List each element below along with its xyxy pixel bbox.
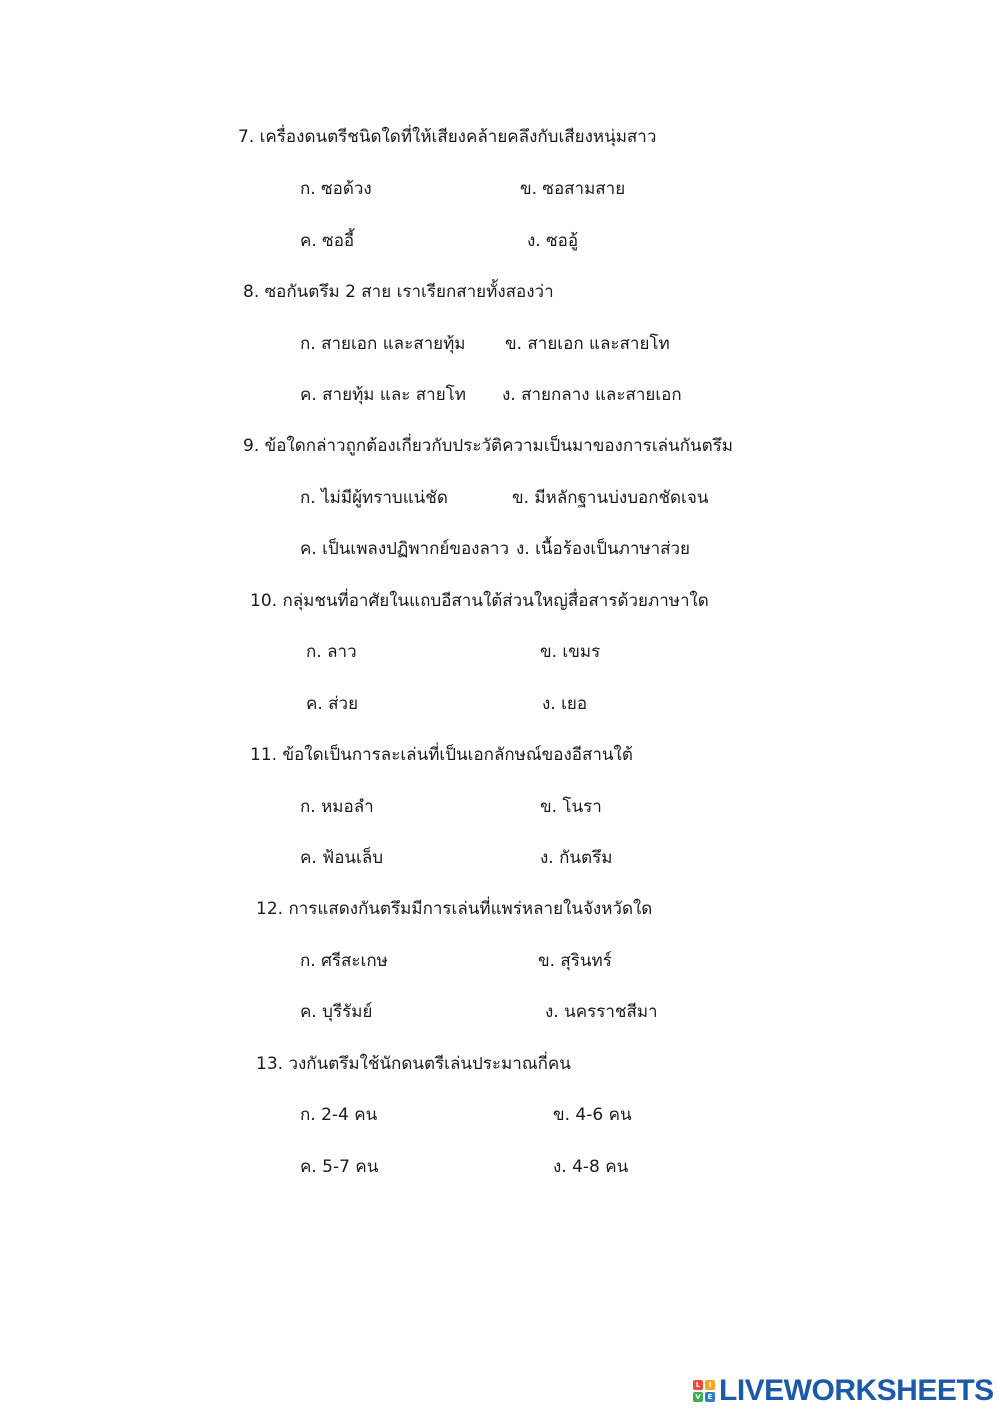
logo-block-v: V: [693, 1392, 703, 1402]
logo-block-i: I: [705, 1380, 715, 1390]
question-12-stem: 12. การแสดงกันตรึมมีการเล่นที่แพร่หลายในจังหวัดใด: [256, 899, 653, 919]
question-10-option-c[interactable]: ค. ส่วย: [306, 694, 359, 714]
question-9-option-b[interactable]: ข. มีหลักฐานบ่งบอกชัดเจน: [512, 488, 709, 508]
liveworksheets-logo[interactable]: [693, 1374, 994, 1408]
question-12-option-b[interactable]: ข. สุรินทร์: [538, 951, 612, 971]
question-8-option-d[interactable]: ง. สายกลาง และสายเอก: [502, 385, 682, 405]
logo-block-l: L: [693, 1380, 703, 1390]
question-13-option-c[interactable]: ค. 5-7 คน: [300, 1157, 379, 1177]
question-7-stem: 7. เครื่องดนตรีชนิดใดที่ให้เสียงคล้ายคลึงกับเสียงหนุ่มสาว: [238, 127, 657, 147]
question-13-option-a[interactable]: ก. 2-4 คน: [300, 1105, 378, 1125]
question-10-option-a[interactable]: ก. ลาว: [306, 642, 357, 662]
question-9-stem: 9. ข้อใดกล่าวถูกต้องเกี่ยวกับประวัติความเป็นมาของการเล่นกันตรึม: [243, 436, 733, 456]
question-13-option-b[interactable]: ข. 4-6 คน: [553, 1105, 632, 1125]
question-11-option-b[interactable]: ข. โนรา: [540, 797, 602, 817]
question-12-option-c[interactable]: ค. บุรีรัมย์: [300, 1002, 373, 1022]
question-8-option-b[interactable]: ข. สายเอก และสายโท: [505, 334, 670, 354]
question-7-option-a[interactable]: ก. ซอด้วง: [300, 179, 372, 199]
question-9-option-d[interactable]: ง. เนื้อร้องเป็นภาษาส่วย: [516, 539, 691, 559]
question-7-option-c[interactable]: ค. ซออี้: [300, 231, 355, 251]
question-7-option-b[interactable]: ข. ซอสามสาย: [520, 179, 626, 199]
question-7-option-d[interactable]: ง. ซออู้: [527, 231, 579, 251]
question-10-stem: 10. กลุ่มชนที่อาศัยในแถบอีสานใต้ส่วนใหญ่สื่อสารด้วยภาษาใด: [250, 591, 709, 611]
logo-wordmark: LIVEWORKSHEETS: [719, 1374, 994, 1407]
live-blocks-icon: [693, 1380, 715, 1402]
question-11-option-a[interactable]: ก. หมอลำ: [300, 797, 374, 817]
question-12-option-a[interactable]: ก. ศรีสะเกษ: [300, 951, 388, 971]
question-11-stem: 11. ข้อใดเป็นการละเล่นที่เป็นเอกลักษณ์ของอีสานใต้: [250, 745, 633, 765]
logo-block-e: E: [705, 1392, 715, 1402]
question-8-stem: 8. ซอกันตรึม 2 สาย เราเรียกสายทั้งสองว่า: [243, 282, 554, 302]
question-10-option-d[interactable]: ง. เยอ: [542, 694, 588, 714]
question-8-option-c[interactable]: ค. สายทุ้ม และ สายโท: [300, 385, 467, 405]
question-11-option-c[interactable]: ค. ฟ้อนเล็บ: [300, 848, 384, 868]
question-13-stem: 13. วงกันตรึมใช้นักดนตรีเล่นประมาณกี่คน: [256, 1054, 571, 1074]
question-9-option-a[interactable]: ก. ไม่มีผู้ทราบแน่ชัด: [300, 488, 448, 508]
question-13-option-d[interactable]: ง. 4-8 คน: [553, 1157, 629, 1177]
question-9-option-c[interactable]: ค. เป็นเพลงปฏิพากย์ของลาว: [300, 539, 509, 559]
question-11-option-d[interactable]: ง. กันตรึม: [540, 848, 613, 868]
question-8-option-a[interactable]: ก. สายเอก และสายทุ้ม: [300, 334, 466, 354]
question-12-option-d[interactable]: ง. นครราชสีมา: [545, 1002, 658, 1022]
question-10-option-b[interactable]: ข. เขมร: [540, 642, 601, 662]
